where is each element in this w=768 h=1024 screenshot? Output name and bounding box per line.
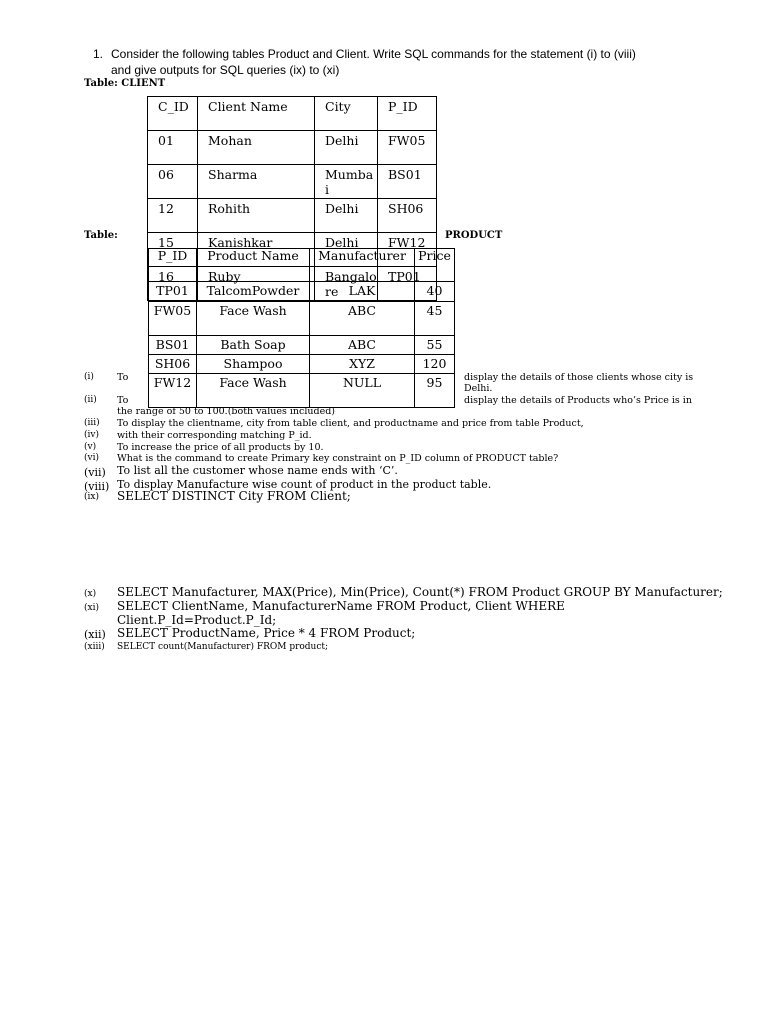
product-table-header-row [149,249,455,282]
table-cell: 15 [148,233,198,267]
item-text: To increase the price of all products by 10. [117,442,324,453]
product-header-name: Product Name [197,249,310,282]
table-cell: 12 [148,199,198,233]
client-header-city: City [315,97,378,131]
table-row [149,302,455,336]
client-header-cid: C_ID [148,97,198,131]
product-table-label-name: PRODUCT [445,230,503,241]
table-row [149,336,455,355]
table-cell: Bath Soap [197,336,310,355]
table-cell: Face Wash [197,302,310,336]
table-cell: Mumbai [315,165,378,199]
item-text: SELECT count(Manufacturer) FROM product; [117,642,329,652]
item-number: (viii) [84,480,110,493]
table-cell: Shampoo [197,355,310,374]
product-table [148,248,455,408]
item-text: What is the command to create Primary key constraint on P_ID column of PRODUCT table? [117,453,559,464]
item-text: SELECT ProductName, Price * 4 FROM Product; [117,626,416,640]
table-cell: TP01 [378,267,437,301]
table-cell: NULL [310,374,415,408]
table-cell: Mohan [198,131,315,165]
table-cell: LAK [310,282,415,302]
item-text: SELECT DISTINCT City FROM Client; [117,489,351,503]
table-cell: 06 [148,165,198,199]
item-number: (xii) [84,628,106,641]
table-cell: SH06 [149,355,197,374]
product-table-label-prefix: Table: [84,230,118,241]
table-cell: TalcomPowder [197,282,310,302]
item-number: (x) [84,589,97,599]
table-cell: FW05 [149,302,197,336]
table-cell: 01 [148,131,198,165]
item-number: (xi) [84,603,99,613]
table-cell: Delhi [315,131,378,165]
table-cell: XYZ [310,355,415,374]
table-cell: SH06 [378,199,437,233]
item-text: To display Manufacture wise count of product in the product table. [117,478,492,491]
item-text-continued: Client.P_Id=Product.P_Id; [117,613,277,627]
item-number: (i) [84,372,94,382]
product-header-pid: P_ID [149,249,197,282]
table-cell: Kanishkar [198,233,315,267]
table-row [148,131,437,165]
table-row [148,199,437,233]
item-text: with their corresponding matching P_id. [117,430,312,441]
table-cell: Bangalore [315,267,378,301]
table-cell: Delhi [315,199,378,233]
client-header-name: Client Name [198,97,315,131]
table-cell: BS01 [149,336,197,355]
item-number: (vi) [84,453,99,463]
table-cell: Ruby [198,267,315,301]
item-number: (ii) [84,395,97,405]
table-cell: Rohith [198,199,315,233]
table-row [149,282,455,302]
table-cell: ABC [310,302,415,336]
table-cell: TP01 [149,282,197,302]
table-cell: 45 [415,302,455,336]
table-cell: 40 [415,282,455,302]
table-cell: Sharma [198,165,315,199]
client-header-pid: P_ID [378,97,437,131]
item-number: (ix) [84,492,99,502]
table-cell: 120 [415,355,455,374]
table-row [149,355,455,374]
table-cell: 95 [415,374,455,408]
table-cell: 16 [148,267,198,301]
question-number: 1. [93,47,104,61]
table-cell: Delhi [315,233,378,267]
table-cell: FW12 [149,374,197,408]
product-header-manufacturer: Manufacturer [310,249,415,282]
table-cell: BS01 [378,165,437,199]
item-text: SELECT Manufacturer, MAX(Price), Min(Price), Count(*) FROM Product GROUP BY Manufacturer; [117,585,723,599]
table-row [149,374,455,408]
question-text-line2: and give outputs for SQL queries (ix) to (xi) [111,63,340,77]
client-table-header-row [148,97,437,131]
table-cell: ABC [310,336,415,355]
item-text: To display the clientname, city from table client, and productname and price from table Product, [117,418,584,429]
item-text: SELECT ClientName, ManufacturerName FROM Product, Client WHERE [117,599,565,613]
table-cell: FW05 [378,131,437,165]
item-number: (xiii) [84,642,105,652]
item-text-left: To [117,372,129,383]
table-cell: 55 [415,336,455,355]
question-text-line1: Consider the following tables Product and Client. Write SQL commands for the statement (i) to (viii) [111,47,636,61]
item-number: (v) [84,442,97,452]
item-number: (iv) [84,430,99,440]
table-row [148,165,437,199]
item-text-continued: the range of 50 to 100.(both values included) [117,406,335,417]
product-header-price: Price [415,249,455,282]
item-number: (vii) [84,466,106,479]
item-text-right: display the details of Products who’s Price is in [464,395,692,406]
item-text: To list all the customer whose name ends with ‘C’. [117,464,398,477]
item-number: (iii) [84,418,100,428]
item-text-right: display the details of those clients whose city is Delhi. [464,372,694,394]
table-cell: Face Wash [197,374,310,408]
table-cell: FW12 [378,233,437,267]
item-text-left: To [117,395,129,406]
client-table-label: Table: CLIENT [84,78,166,89]
